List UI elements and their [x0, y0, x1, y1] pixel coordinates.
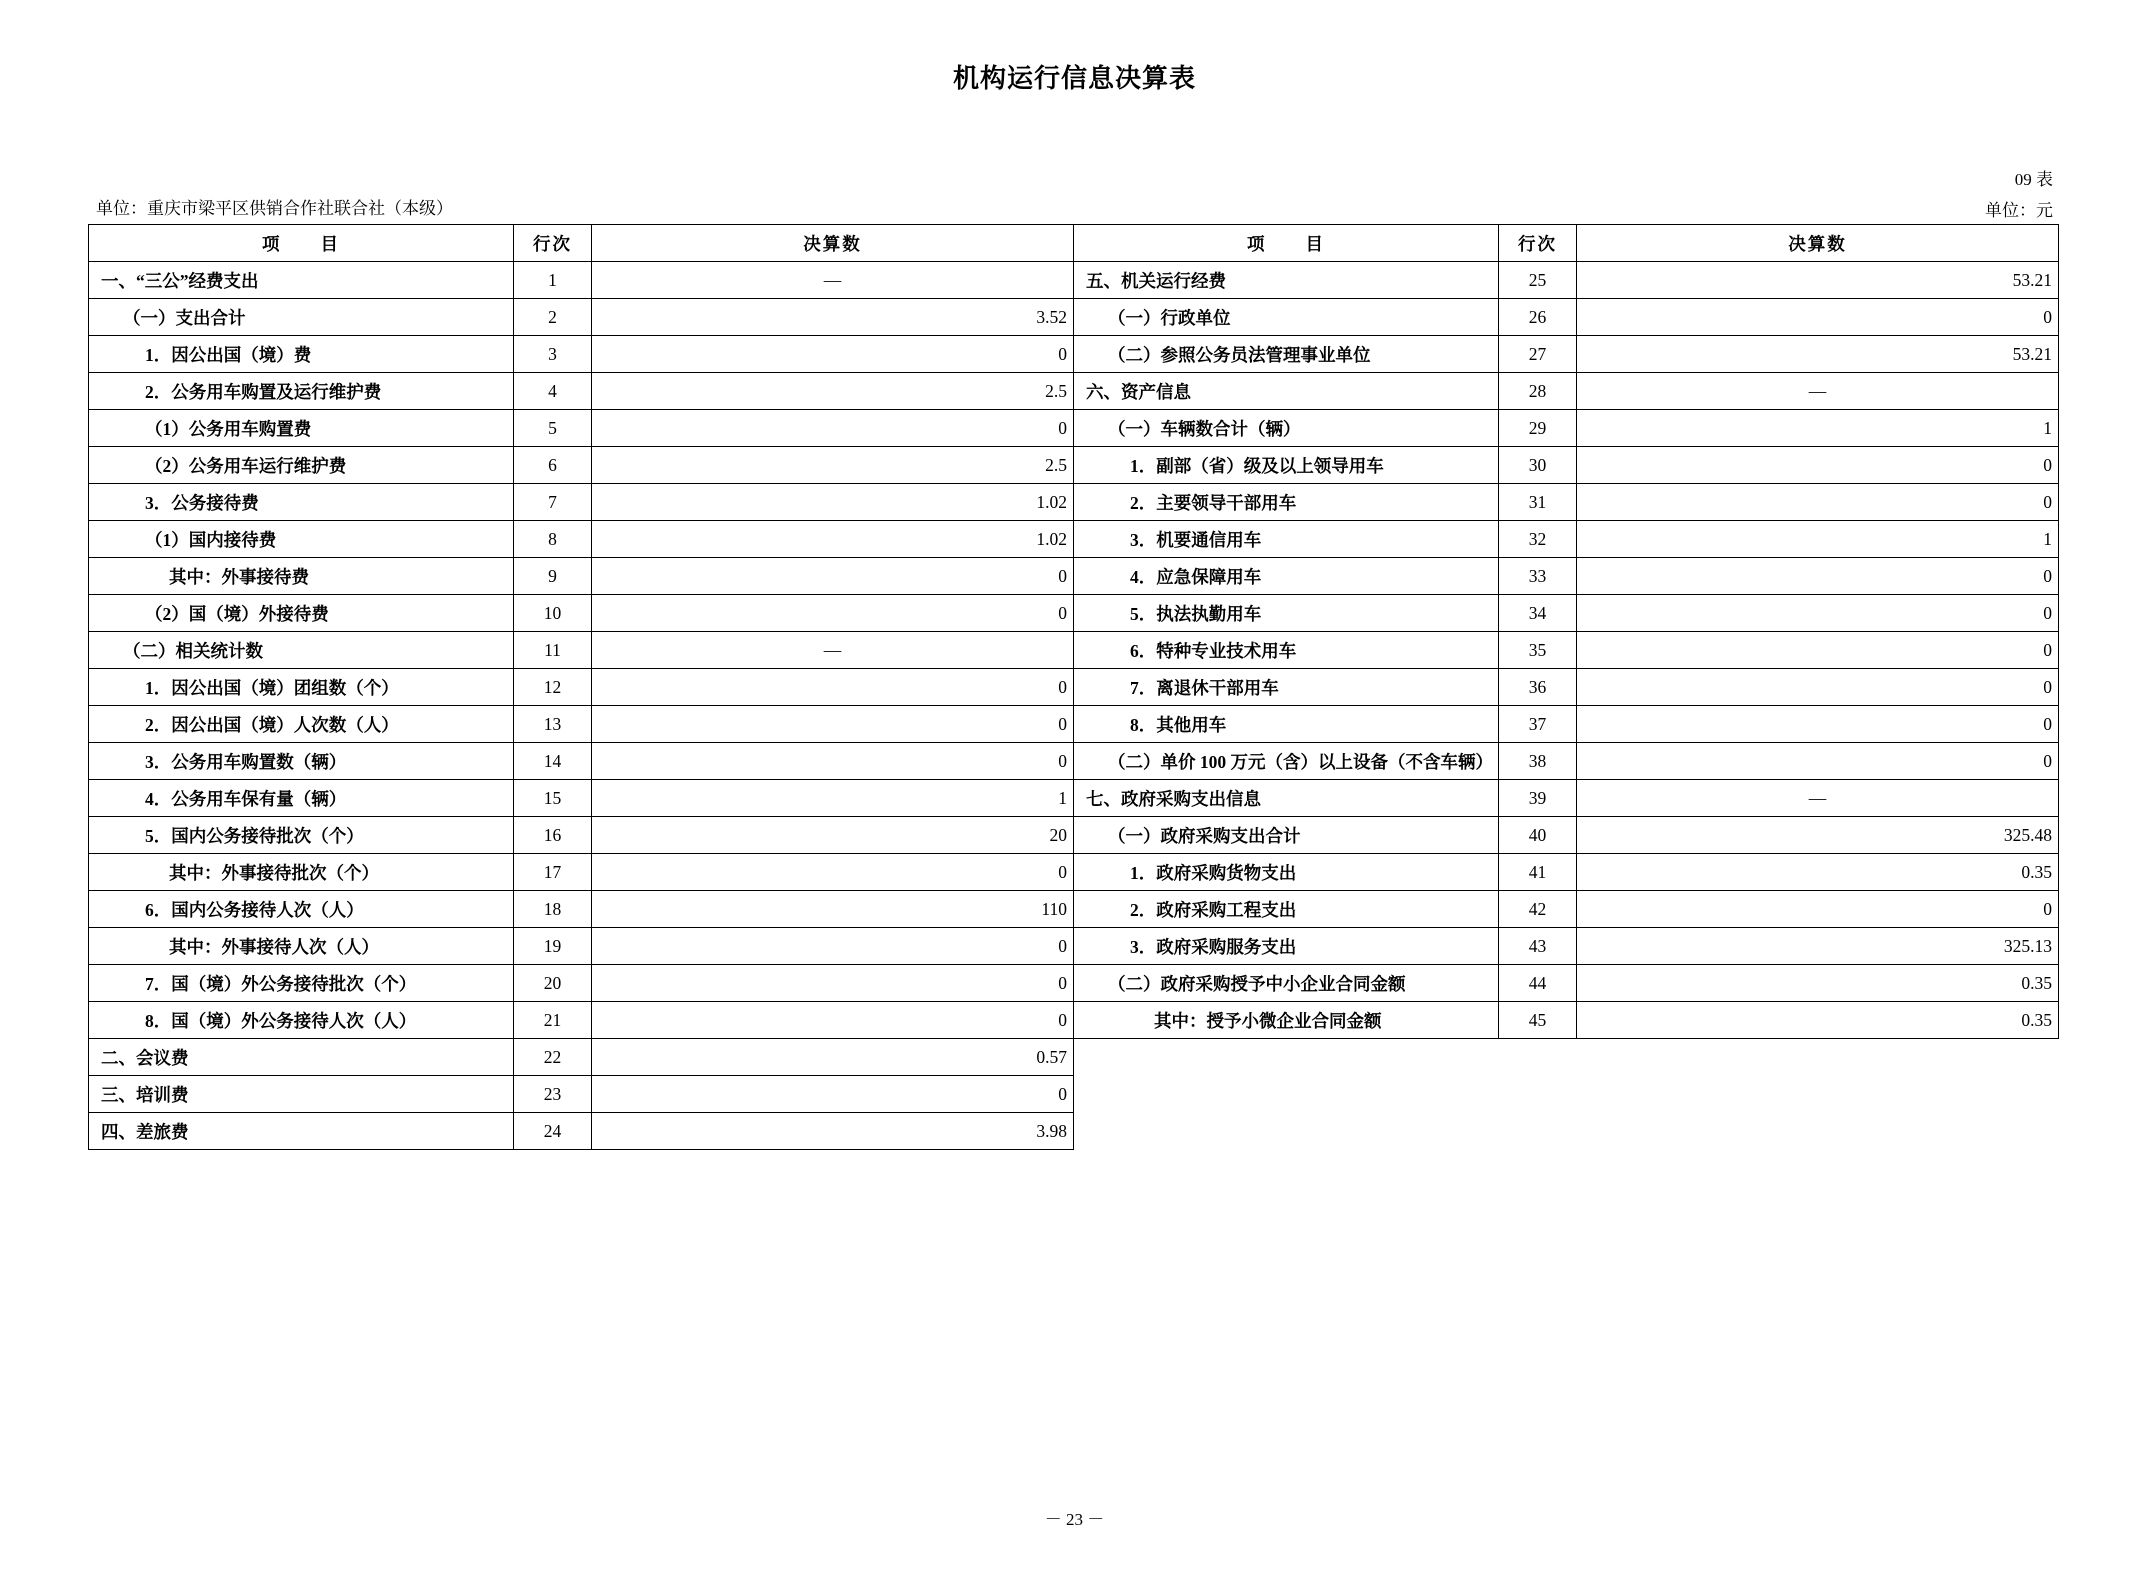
row-number: 1	[514, 262, 592, 299]
row-item-label: （二）参照公务员法管理事业单位	[1074, 336, 1499, 373]
row-number: 36	[1499, 669, 1577, 706]
empty-cell	[1499, 1076, 1577, 1113]
row-value: 0	[1577, 632, 2059, 669]
row-value: 325.48	[1577, 817, 2059, 854]
header-item-right: 项 目	[1074, 225, 1499, 262]
table-row	[89, 595, 2059, 632]
row-item-label: 3．政府采购服务支出	[1074, 928, 1499, 965]
row-value: —	[592, 262, 1074, 299]
row-number: 37	[1499, 706, 1577, 743]
row-item-label: 三、培训费	[89, 1076, 514, 1113]
row-item-label: 4．应急保障用车	[1074, 558, 1499, 595]
row-number: 19	[514, 928, 592, 965]
row-number: 20	[514, 965, 592, 1002]
row-item-label: （一）支出合计	[89, 299, 514, 336]
row-item-label: 7．离退休干部用车	[1074, 669, 1499, 706]
empty-cell	[1577, 1076, 2059, 1113]
header-rownum-left: 行次	[514, 225, 592, 262]
row-value: 0	[1577, 595, 2059, 632]
row-value: 0	[592, 558, 1074, 595]
row-value: 1.02	[592, 484, 1074, 521]
table-row	[89, 965, 2059, 1002]
row-item-label: （二）相关统计数	[89, 632, 514, 669]
row-item-label: 3．公务接待费	[89, 484, 514, 521]
row-value: 110	[592, 891, 1074, 928]
table-row	[89, 1039, 2059, 1076]
row-value: 0	[592, 1002, 1074, 1039]
row-number: 9	[514, 558, 592, 595]
unit-organization-label: 单位：重庆市梁平区供销合作社联合社（本级）	[96, 199, 453, 218]
row-value: —	[1577, 373, 2059, 410]
row-value: —	[592, 632, 1074, 669]
row-number: 44	[1499, 965, 1577, 1002]
table-row	[89, 1076, 2059, 1113]
header-rownum-right: 行次	[1499, 225, 1577, 262]
empty-cell	[1074, 1039, 1499, 1076]
row-number: 33	[1499, 558, 1577, 595]
row-value: 0	[592, 336, 1074, 373]
row-value: —	[1577, 780, 2059, 817]
row-value: 3.98	[592, 1113, 1074, 1150]
row-item-label: （1）国内接待费	[89, 521, 514, 558]
row-number: 25	[1499, 262, 1577, 299]
row-value: 0	[592, 595, 1074, 632]
row-item-label: 2．因公出国（境）人次数（人）	[89, 706, 514, 743]
table-row	[89, 817, 2059, 854]
table-row	[89, 447, 2059, 484]
empty-cell	[1577, 1113, 2059, 1150]
row-item-label: （2）公务用车运行维护费	[89, 447, 514, 484]
row-item-label: 3．公务用车购置数（辆）	[89, 743, 514, 780]
table-row	[89, 891, 2059, 928]
table-row	[89, 299, 2059, 336]
row-item-label: 其中：外事接待人次（人）	[89, 928, 514, 965]
row-value: 0	[1577, 669, 2059, 706]
row-number: 31	[1499, 484, 1577, 521]
row-item-label: 1．因公出国（境）费	[89, 336, 514, 373]
row-item-label: 四、差旅费	[89, 1113, 514, 1150]
row-number: 41	[1499, 854, 1577, 891]
table-row	[89, 521, 2059, 558]
row-value: 0	[592, 706, 1074, 743]
row-item-label: 2．公务用车购置及运行维护费	[89, 373, 514, 410]
table-row	[89, 336, 2059, 373]
row-item-label: 3．机要通信用车	[1074, 521, 1499, 558]
row-item-label: 5．执法执勤用车	[1074, 595, 1499, 632]
empty-cell	[1074, 1076, 1499, 1113]
row-value: 0	[1577, 484, 2059, 521]
row-number: 10	[514, 595, 592, 632]
page-number: － 23 －	[1044, 1510, 1105, 1529]
row-item-label: 其中：外事接待批次（个）	[89, 854, 514, 891]
row-number: 34	[1499, 595, 1577, 632]
budget-table	[88, 224, 2059, 1150]
row-item-label: 其中：外事接待费	[89, 558, 514, 595]
row-number: 14	[514, 743, 592, 780]
row-value: 0.35	[1577, 965, 2059, 1002]
row-number: 7	[514, 484, 592, 521]
header-value-left: 决算数	[592, 225, 1074, 262]
row-value: 3.52	[592, 299, 1074, 336]
table-row	[89, 1113, 2059, 1150]
row-item-label: 七、政府采购支出信息	[1074, 780, 1499, 817]
row-number: 32	[1499, 521, 1577, 558]
row-number: 12	[514, 669, 592, 706]
row-item-label: （一）车辆数合计（辆）	[1074, 410, 1499, 447]
table-body	[89, 262, 2059, 1150]
row-value: 0	[592, 965, 1074, 1002]
row-value: 0.57	[592, 1039, 1074, 1076]
empty-cell	[1074, 1113, 1499, 1150]
row-number: 30	[1499, 447, 1577, 484]
row-item-label: 1．因公出国（境）团组数（个）	[89, 669, 514, 706]
table-row	[89, 854, 2059, 891]
row-value: 0.35	[1577, 854, 2059, 891]
row-item-label: 1．政府采购货物支出	[1074, 854, 1499, 891]
row-number: 35	[1499, 632, 1577, 669]
row-number: 42	[1499, 891, 1577, 928]
row-number: 22	[514, 1039, 592, 1076]
row-number: 4	[514, 373, 592, 410]
row-item-label: 8．其他用车	[1074, 706, 1499, 743]
empty-cell	[1499, 1039, 1577, 1076]
row-value: 0	[1577, 743, 2059, 780]
row-item-label: （一）政府采购支出合计	[1074, 817, 1499, 854]
table-row	[89, 928, 2059, 965]
table-row	[89, 632, 2059, 669]
row-item-label: （二）单价 100 万元（含）以上设备（不含车辆）	[1074, 743, 1499, 780]
row-value: 0	[1577, 447, 2059, 484]
row-number: 8	[514, 521, 592, 558]
table-row	[89, 780, 2059, 817]
row-value: 53.21	[1577, 262, 2059, 299]
row-number: 13	[514, 706, 592, 743]
table-row	[89, 669, 2059, 706]
row-value: 2.5	[592, 373, 1074, 410]
row-number: 15	[514, 780, 592, 817]
row-item-label: 8．国（境）外公务接待人次（人）	[89, 1002, 514, 1039]
document-page	[0, 58, 2149, 1578]
row-number: 39	[1499, 780, 1577, 817]
header-item-left: 项 目	[89, 225, 514, 262]
row-item-label: （2）国（境）外接待费	[89, 595, 514, 632]
row-value: 0.35	[1577, 1002, 2059, 1039]
row-value: 1.02	[592, 521, 1074, 558]
row-number: 6	[514, 447, 592, 484]
row-number: 43	[1499, 928, 1577, 965]
row-number: 24	[514, 1113, 592, 1150]
table-header-row	[89, 225, 2059, 262]
row-item-label: 7．国（境）外公务接待批次（个）	[89, 965, 514, 1002]
row-item-label: 2．主要领导干部用车	[1074, 484, 1499, 521]
row-number: 3	[514, 336, 592, 373]
row-number: 18	[514, 891, 592, 928]
row-item-label: （二）政府采购授予中小企业合同金额	[1074, 965, 1499, 1002]
row-value: 0	[592, 669, 1074, 706]
row-number: 38	[1499, 743, 1577, 780]
row-number: 40	[1499, 817, 1577, 854]
table-row	[89, 743, 2059, 780]
row-value: 53.21	[1577, 336, 2059, 373]
table-row	[89, 373, 2059, 410]
row-value: 2.5	[592, 447, 1074, 484]
row-number: 28	[1499, 373, 1577, 410]
row-value: 0	[592, 1076, 1074, 1113]
table-row	[89, 1002, 2059, 1039]
row-number: 27	[1499, 336, 1577, 373]
row-value: 0	[1577, 891, 2059, 928]
row-item-label: 2．政府采购工程支出	[1074, 891, 1499, 928]
row-value: 1	[1577, 521, 2059, 558]
sheet-number: 09 表	[2014, 170, 2053, 189]
row-item-label: （一）行政单位	[1074, 299, 1499, 336]
row-item-label: 二、会议费	[89, 1039, 514, 1076]
row-number: 21	[514, 1002, 592, 1039]
row-number: 45	[1499, 1002, 1577, 1039]
table-row	[89, 262, 2059, 299]
row-item-label: 其中：授予小微企业合同金额	[1074, 1002, 1499, 1039]
row-value: 0	[592, 743, 1074, 780]
row-number: 29	[1499, 410, 1577, 447]
row-value: 0	[1577, 706, 2059, 743]
row-number: 11	[514, 632, 592, 669]
row-item-label: 6．国内公务接待人次（人）	[89, 891, 514, 928]
row-value: 0	[1577, 299, 2059, 336]
page-title: 机构运行信息决算表	[952, 64, 1196, 93]
table-row	[89, 558, 2059, 595]
unit-currency-label: 单位：元	[1985, 201, 2053, 220]
empty-cell	[1577, 1039, 2059, 1076]
row-number: 17	[514, 854, 592, 891]
row-value: 0	[592, 410, 1074, 447]
row-item-label: 5．国内公务接待批次（个）	[89, 817, 514, 854]
row-value: 1	[1577, 410, 2059, 447]
row-item-label: （1）公务用车购置费	[89, 410, 514, 447]
row-number: 5	[514, 410, 592, 447]
row-item-label: 一、“三公”经费支出	[89, 262, 514, 299]
row-number: 26	[1499, 299, 1577, 336]
empty-cell	[1499, 1113, 1577, 1150]
table-row	[89, 410, 2059, 447]
row-value: 20	[592, 817, 1074, 854]
row-value: 0	[1577, 558, 2059, 595]
row-number: 2	[514, 299, 592, 336]
row-value: 325.13	[1577, 928, 2059, 965]
row-number: 23	[514, 1076, 592, 1113]
row-item-label: 1．副部（省）级及以上领导用车	[1074, 447, 1499, 484]
row-value: 1	[592, 780, 1074, 817]
header-value-right: 决算数	[1577, 225, 2059, 262]
row-value: 0	[592, 928, 1074, 965]
row-item-label: 4．公务用车保有量（辆）	[89, 780, 514, 817]
table-row	[89, 706, 2059, 743]
table-row	[89, 484, 2059, 521]
row-item-label: 6．特种专业技术用车	[1074, 632, 1499, 669]
row-number: 16	[514, 817, 592, 854]
row-value: 0	[592, 854, 1074, 891]
row-item-label: 五、机关运行经费	[1074, 262, 1499, 299]
row-item-label: 六、资产信息	[1074, 373, 1499, 410]
